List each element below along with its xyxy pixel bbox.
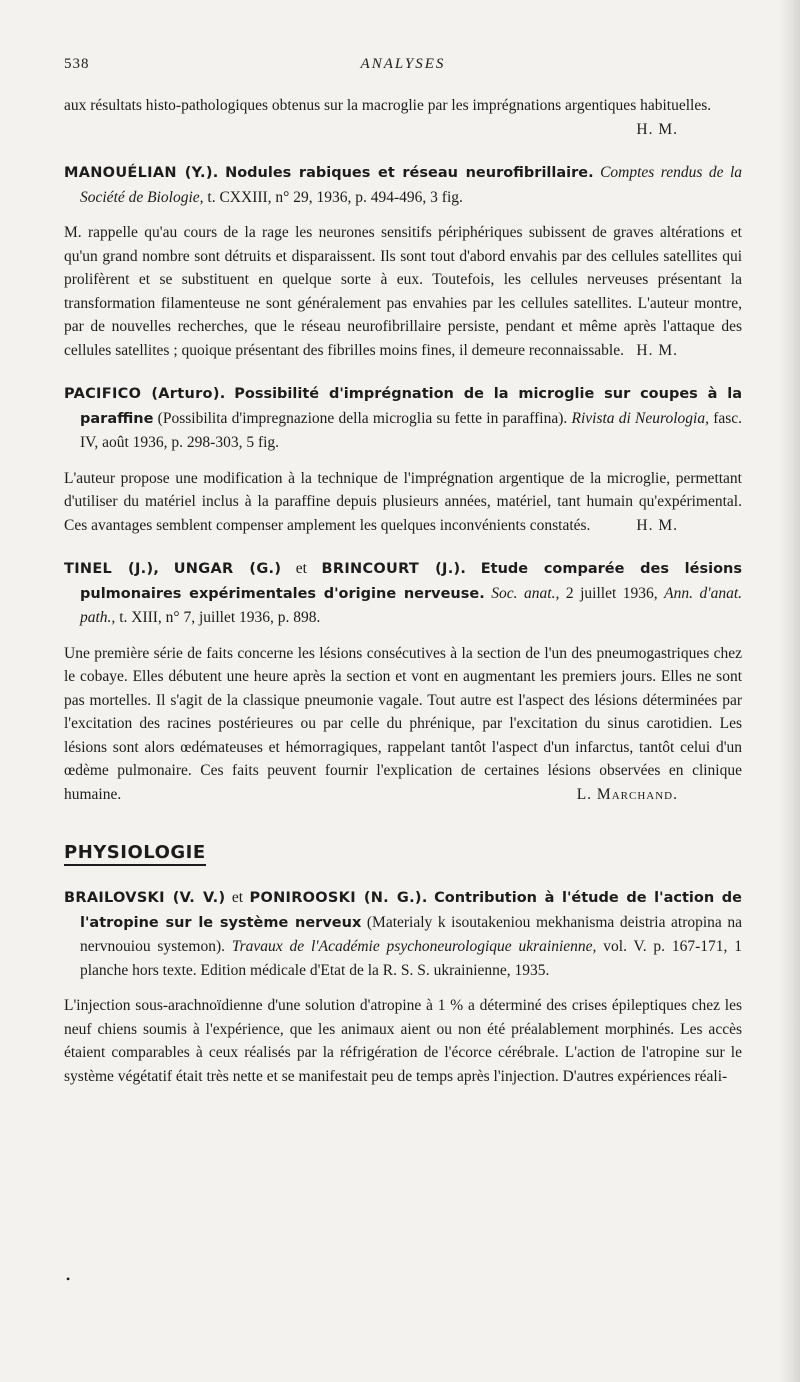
article-title: Contribution à l'étude de l'action de l'atropine sur le système nerveux — [80, 890, 742, 931]
author: BRINCOURT (J.). — [321, 561, 467, 577]
author: TINEL (J.), — [64, 561, 160, 577]
journal-name: Soc. anat., — [491, 584, 560, 602]
citation-details: t. CXXIII, n° 29, 1936, p. 494-496, 3 fig. — [207, 188, 463, 206]
citation-details: 2 juillet 1936, — [565, 584, 658, 602]
signature: H. M. — [636, 120, 678, 138]
author-connector: et — [231, 889, 244, 906]
journal-name: Comptes rendus de la Société de Biologie, — [80, 164, 743, 206]
running-head — [64, 56, 742, 80]
citation-details: fasc. IV, août 1936, p. 298-303, 5 fig. — [80, 409, 743, 451]
page-number: 538 — [64, 56, 90, 72]
entry-pacifico — [64, 382, 742, 537]
running-title: ANALYSES — [360, 56, 446, 72]
entry-heading — [64, 557, 742, 630]
original-title: (Materialy k isoutakeniou mekhanisma deistria atropina na nervnouiou systemon). — [80, 913, 743, 955]
article-title: Possibilité d'imprégnation de la microglie sur coupes à la paraffine — [80, 386, 742, 427]
entry-continuation — [64, 94, 742, 141]
page — [64, 56, 742, 1088]
author: UNGAR (G.) — [173, 561, 282, 577]
article-title: Etude comparée des lésions pulmonaires expérimentales d'origine nerveuse. — [80, 561, 742, 602]
citation-details: t. XIII, n° 7, juillet 1936, p. 898. — [119, 609, 321, 626]
signature: H. M. — [636, 516, 678, 534]
entry-tinel — [64, 557, 742, 806]
section-heading: PHYSIOLOGIE — [64, 842, 206, 866]
entry-heading — [64, 382, 742, 455]
abstract-text: L'injection sous-arachnoïdienne d'une solution d'atropine à 1 % a déterminé des crises épileptiques chez les neuf chiens soumis à l'expérience, que les animaux aient ou non été préalablement morphinés. Les accès étaient comparables à ceux réalisés par la réfrigération de l'écorce cérébrale. L'action de l'atropine sur le système végétatif était très nette et se manifestait peu de temps après l'injection. D'autres expériences réali- — [64, 997, 742, 1085]
article-title: Nodules rabiques et réseau neurofibrillaire. — [225, 165, 594, 181]
abstract-text: Une première série de faits concerne les lésions consécutives à la section de l'un des pneumogastriques chez le cobaye. Elles débutent une heure après la section et vont en augmentant les premiers jours. Elles ne sont pas mortelles. Il s'agit de la classique pneumonie vagale. Tout autre est l'aspect des lésions déterminées par l'excitation des racines postérieures ou par celle du phrénique, par l'excitation du sinus carotidien. Les lésions sont alors œdémateuses et hémorragiques, rappelant tantôt l'aspect d'un infarctus, tantôt celui d'un œdème pulmonaire. Ces faits peuvent fournir l'explication de certaines lésions observées en clinique humaine. — [64, 644, 742, 803]
author: PONIROOSKI (N. G.). — [249, 890, 428, 906]
continuation-text: aux résultats histo-pathologiques obtenus sur la macroglie par les imprégnations argentiques habituelles. — [64, 97, 712, 114]
signature: H. M. — [636, 341, 678, 359]
signature: L. Marchand. — [576, 785, 678, 803]
journal-name: Rivista di Neurologia, — [571, 409, 709, 427]
entry-heading — [64, 161, 742, 209]
journal-name: Travaux de l'Académie psychoneurologique ukrainienne, — [231, 938, 597, 955]
page-edge-shadow — [778, 0, 800, 1382]
entry-heading — [64, 886, 742, 982]
citation-details: vol. V. p. 167-171, 1 planche hors texte. Edition médicale d'Etat de la R. S. S. ukrainienne, 1935. — [80, 938, 742, 979]
author: PACIFICO (Arturo). — [64, 386, 226, 402]
original-title: (Possibilita d'impregnazione della microglia su fette in paraffina). — [157, 409, 568, 427]
author-connector: et — [295, 560, 307, 577]
abstract-text: M. rappelle qu'au cours de la rage les neurones sensitifs périphériques subissent de graves altérations et qu'un grand nombre sont détruits et disparaissent. Ils sont tout d'abord envahis par des cellules satellites qui prolifèrent et se substituent en quelque sorte à eux. Toutefois, les cellules nerveuses présentant la transformation filamenteuse ne sont généralement pas envahies par les cellules satellites. L'auteur montre, par de nouvelles recherches, que le réseau neurofibrillaire persiste, pendant et même après l'attaque des cellules satellites ; quoique présentant des fibrilles moins fines, il demeure reconnaissable. — [64, 224, 742, 359]
author: BRAILOVSKI (V. V.) — [64, 890, 226, 906]
journal-name: Ann. d'anat. path., — [80, 584, 743, 626]
footer-mark: • — [66, 1272, 71, 1286]
entry-manouelian — [64, 161, 742, 362]
entry-brailovski — [64, 886, 742, 1088]
section-heading-wrap — [64, 806, 742, 878]
abstract-text: L'auteur propose une modification à la technique de l'imprégnation argentique de la microglie, permettant d'utiliser du matériel inclus à la paraffine depuis plusieurs années, matériel, tant humain qu'expérimental. Ces avantages semblent compenser amplement les quelques inconvénients constatés. — [64, 469, 742, 534]
author: MANOUÉLIAN (Y.). — [64, 165, 219, 181]
